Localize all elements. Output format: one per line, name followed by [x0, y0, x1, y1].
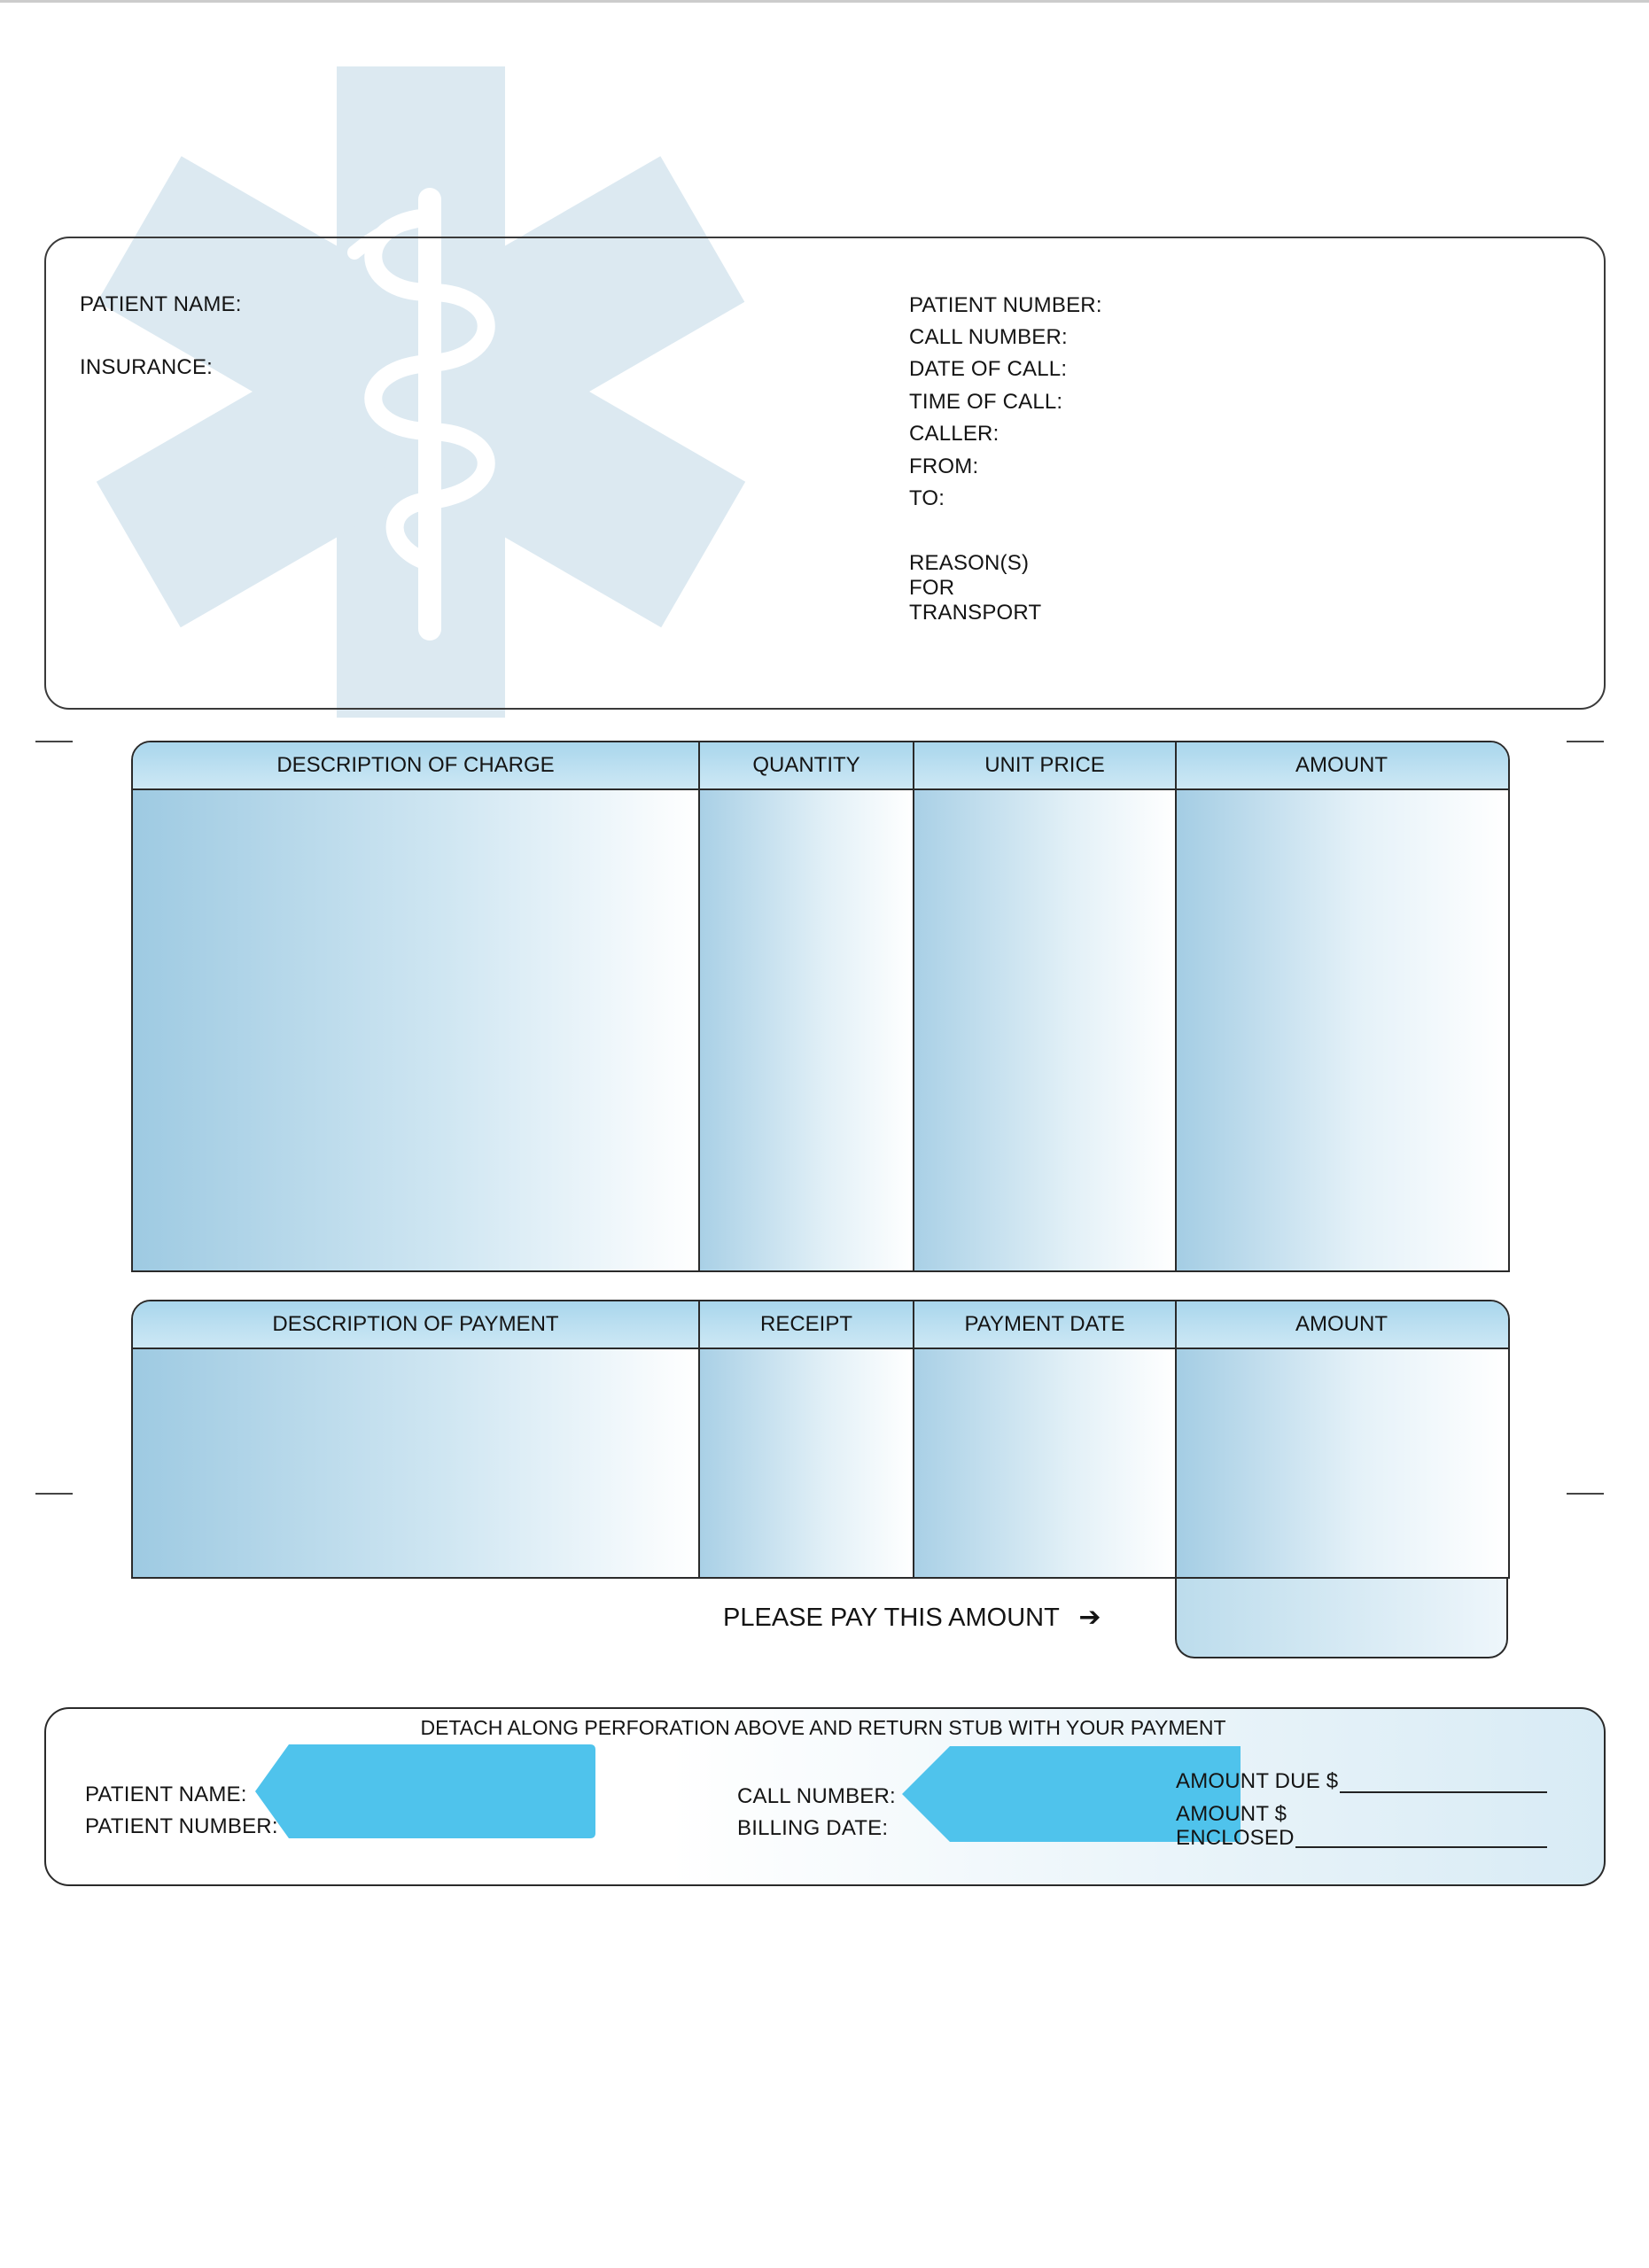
date-of-call-label: DATE OF CALL: — [909, 357, 1068, 381]
call-number-label: CALL NUMBER: — [909, 325, 1068, 349]
scan-edge-line — [0, 0, 1649, 3]
payment-date-column — [913, 1301, 1175, 1577]
charge-amount-header: AMOUNT — [1295, 753, 1388, 777]
payment-receipt-cell[interactable] — [700, 1349, 913, 1577]
charge-amount-cell[interactable] — [1177, 790, 1506, 1270]
amount-due-label: AMOUNT DUE $ — [1176, 1769, 1339, 1793]
charge-quantity-cell[interactable] — [700, 790, 913, 1270]
payment-amount-header: AMOUNT — [1295, 1312, 1388, 1336]
stub-patient-tag-icon — [253, 1743, 597, 1840]
reason-line-3: TRANSPORT — [909, 601, 1042, 625]
time-of-call-label: TIME OF CALL: — [909, 390, 1063, 414]
payment-amount-cell[interactable] — [1177, 1349, 1506, 1577]
payment-date-cell[interactable] — [914, 1349, 1175, 1577]
total-amount-box[interactable] — [1175, 1575, 1508, 1658]
stub-call-number-label: CALL NUMBER: — [737, 1784, 896, 1808]
right-arrow-icon: ➔ — [1078, 1603, 1101, 1632]
patient-info-box — [44, 237, 1606, 710]
fold-mark-right-top — [1567, 741, 1604, 742]
patient-name-label: PATIENT NAME: — [80, 292, 242, 316]
to-label: TO: — [909, 486, 945, 510]
stub-patient-name-label: PATIENT NAME: — [85, 1783, 247, 1806]
charge-description-header: DESCRIPTION OF CHARGE — [276, 753, 555, 777]
amount-enclosed-line-1: AMOUNT $ — [1176, 1802, 1287, 1826]
payment-amount-column — [1175, 1301, 1506, 1577]
reason-line-1: REASON(S) — [909, 551, 1030, 575]
fold-mark-right-bottom — [1567, 1493, 1604, 1495]
stub-patient-number-label: PATIENT NUMBER: — [85, 1814, 278, 1838]
patient-number-label: PATIENT NUMBER: — [909, 293, 1102, 317]
charge-unit-price-header: UNIT PRICE — [984, 753, 1105, 777]
insurance-label: INSURANCE: — [80, 355, 214, 379]
amount-enclosed-label — [1176, 1802, 1295, 1850]
charge-quantity-header: QUANTITY — [752, 753, 860, 777]
fold-mark-left-top — [35, 741, 73, 742]
amount-enclosed-line[interactable] — [1295, 1846, 1547, 1848]
fold-mark-left-bottom — [35, 1493, 73, 1495]
charge-description-cell[interactable] — [133, 790, 698, 1270]
payment-description-cell[interactable] — [133, 1349, 698, 1577]
payment-description-header: DESCRIPTION OF PAYMENT — [272, 1312, 559, 1336]
please-pay-text: PLEASE PAY THIS AMOUNT — [723, 1604, 1060, 1632]
payment-receipt-header: RECEIPT — [759, 1312, 852, 1336]
charge-unit-price-column — [913, 742, 1175, 1270]
amount-due-line[interactable] — [1340, 1791, 1547, 1793]
payment-date-header: PAYMENT DATE — [964, 1312, 1125, 1336]
reason-for-transport-label — [909, 551, 1041, 625]
payment-receipt-column — [698, 1301, 913, 1577]
charges-table — [131, 741, 1510, 1272]
payment-description-column — [133, 1301, 698, 1577]
charge-description-column — [133, 742, 698, 1270]
please-pay-label — [723, 1602, 1101, 1633]
charge-amount-column — [1175, 742, 1506, 1270]
stub-title: DETACH ALONG PERFORATION ABOVE AND RETURN STUB WITH YOUR PAYMENT — [420, 1716, 1226, 1739]
amount-enclosed-line-2: ENCLOSED — [1176, 1826, 1295, 1850]
charge-unit-price-cell[interactable] — [914, 790, 1175, 1270]
stub-billing-date-label: BILLING DATE: — [737, 1816, 889, 1840]
payments-table — [131, 1300, 1510, 1579]
reason-line-2: FOR — [909, 576, 955, 600]
charge-quantity-column — [698, 742, 913, 1270]
from-label: FROM: — [909, 454, 979, 478]
caller-label: CALLER: — [909, 422, 1000, 446]
